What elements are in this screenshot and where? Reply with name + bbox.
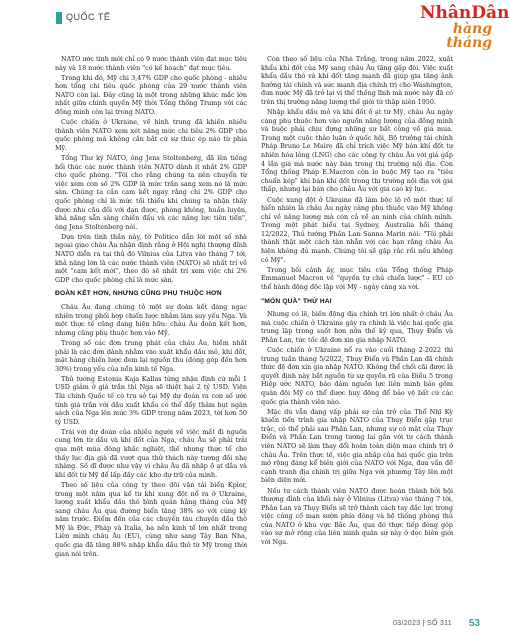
article-paragraph: Châu Âu đang chứng tỏ một sự đoàn kết đáng ngạc nhiên trong phối hợp chiến lược nhằm làm suy yếu Nga. Và một thực tế cũng đang hiện hữu: châu Âu đoàn kết hơn, nhưng cũng phụ thuộc hơn vào Mỹ. — [55, 303, 247, 337]
article-column-left — [55, 55, 247, 560]
article-paragraph: Nếu tư cách thành viên NATO được hoàn thành bởi hội thượng đỉnh của khối này ở Vilnius (Litva) vào tháng 7 tới, Phần Lan và Thụy Điển sẽ trở thành cách tay đắc lực trong việc củng cố mạn sườn phía đông và hệ thống phòng thủ của NATO ở khu vực Bắc Âu, qua đó thực tiếp đóng góp vào sự mở rộng của liên minh quân sự này ở dọc biên giới với Nga. — [261, 486, 453, 547]
section-heading: ĐOÀN KẾT HƠN, NHƯNG CŨNG PHỤ THUỘC HƠN — [55, 290, 222, 298]
article-paragraph: Thủ tướng Estonia Kaja Kallas từng nhận định cứ mỗi 1 USD giảm ở giá trần thì Nga sẽ thiệt hại 2 tỷ USD. Viện Tài chính Quốc tế có trụ sở tại Mỹ dự đoán ra con số ước tính giá trần với dầu xuất khẩu có thể đẩy thâm hụt ngân sách của Nga lên mức 3% GDP trong năm 2023, tới hơn 50 tỷ USD. — [55, 374, 247, 426]
article-paragraph: Dựa trên tình thần này, tờ Politico dẫn lời một số nhà ngoại giao châu Âu nhận định rằng ở Hội nghị thượng đỉnh NATO diễn ra tại thủ đô Vilnius của Litva vào tháng 7 tới, khả năng lớn là các nước thành viên (NATO) sẽ nhất trí về một "cam kết mới", theo đó sẽ nhất trí xem việc chi 2% GDP cho quốc phòng chỉ là mức sàn. — [55, 232, 247, 284]
page-footer — [0, 609, 500, 637]
newspaper-logo — [420, 3, 509, 51]
article-paragraph: Cuộc xung đột ở Ukraine đã làm bộc lộ rõ một thực tế hiển nhiên là châu Âu ngày càng phụ thuộc vào Mỹ không chỉ về năng lượng mà còn cả về an ninh của chính mình. Trong một phát biểu tại Sydney, Australia hồi tháng 12/2022, Thủ tướng Phần Lan Sanna Marin nói: "Tôi phải thành thật một cách tàn nhẫn với các bạn rằng châu Âu hiện không đủ mạnh. Chúng tôi sẽ gặp rắc rối nếu không có Mỹ". — [261, 195, 453, 264]
article-paragraph: Trong số các đơn trung phát của châu Âu, hiềm nhất phải là các đơn dành nhằm vào xuất khẩu dầu mỏ, khí đốt, mặt hàng chiến lược đem lại nguồn thu (đóng góp đến hơn 30%) trong yếu của nền kinh tế Nga. — [55, 338, 247, 373]
section-heading: "MÓN QUÀ" THỨ HAI — [261, 297, 332, 305]
issue-label: 03/2023 | SỐ 311 — [392, 620, 452, 627]
article-paragraph: Mặc dù vẫn đang vấp phải sự cản trở của Thổ Nhĩ Kỳ khiến tiến trình gia nhập NATO của Thụy Điển gặp trục trặc, có thể phải sau Phần Lan, nhưng sự có mặt của Thụy Điển và Phần Lan trong tương lai gần với tư cách thành viên NATO sẽ làm thay đổi hoàn toàn diện mạo chính trị ở châu Âu. Trên thực tế, việc gia nhập của hai quốc gia trên mở rộng đáng kể biên giới của NATO với Nga, đưa vấn đề cạnh tranh địa chính trị giữa Nga với phương Tây lên một biên diện mới. — [261, 407, 453, 485]
article-paragraph: Theo số liệu của công ty theo dõi vận tải biển Kpler, trong một năm qua kể từ khi xung đột nổ ra ở Ukraine, lượng xuất khẩu dầu thô bình quân hằng tháng của Mỹ sang châu Âu qua đường biển tăng 38% so với cùng kỳ năm trước. Điểm đến của các chuyến tàu chuyên dầu thô Mỹ là Đức, Pháp và Italia, ba nền kinh tế lớn nhất trong Liên minh châu Âu (EU), cùng như sang Tây Ban Nha, quốc gia đã tăng 88% nhập khẩu dầu thô từ Mỹ trong thời gian nói trên. — [55, 480, 247, 558]
article-paragraph: Nhập khẩu dầu mỏ và khí đốt ồ ạt từ Mỹ, châu Âu ngày càng phụ thuộc hơn vào nguồn năng lượng của đồng minh và buộc phải chịu đựng những sự bất công về giá mua. Trong một cuộc thảo luận ở quốc hội, Bộ trưởng tài chính Pháp Bruno Le Maire đã chỉ trích việc Mỹ bán khí đốt tự nhiên hóa lỏng (LNG) cho các công ty châu Âu với giá gấp 4 lần giá mà nước này bán trong thị trường nội địa. Còn Tổng thống Pháp E.Macron còn lo buộc Mỹ tạo ra "tiêu chuẩn kép" khi bán khí đốt trong thị trường nội địa với giá thấp, nhưng lại bán cho châu Âu với giá cao kỷ lục. — [261, 108, 453, 194]
article-paragraph: Còn theo số liệu của Nhà Trắng, trong năm 2022, xuất khẩu khí đốt của Mỹ sang châu Âu tăng gấp đôi. Việc xuất khẩu dầu thô và khí đốt tăng mạnh đã giúp gia tăng ảnh hưởng tài chính và sức mạnh địa chính trị cho Washington, đưa nước Mỹ đã trở lại vị thế thống lĩnh mà nước này đã có trên thị trường năng lượng thế giới từ thập niên 1950. — [261, 55, 453, 106]
article-paragraph: Cuộc chiến ở Ukraine, về hình trung đã khiến nhiều thành viên NATO xem xét nâng mức chi tiêu 2% GDP cho quốc phòng mà không cần bắt cứ sự thúc ép nào từ phía Mỹ. — [55, 118, 247, 152]
page-header — [0, 0, 509, 51]
article-paragraph: NATO ước tính mới chỉ có 9 nước thành viên đạt mục tiêu này và 18 nước thành viên "có kế hoạch" đạt mục tiêu. — [55, 55, 247, 72]
section-accent-bar — [56, 12, 62, 24]
article-paragraph: Tổng Thư ký NATO, ông Jens Stoltenberg, đã lên tiếng hối thúc các nước thành viên NATO dành ít nhất 2% GDP cho quốc phòng. "Tôi cho rằng chúng ta nên chuyển từ việc xem con số 2% GDP là mức trần sang xem nó là mức sàn. Chúng ta cần cam kết ngay rằng chi 2% GDP cho quốc phòng chỉ là mức tối thiểu khi chúng ta nhận thấy được nhu cầu đối với dạn được, phòng không, huấn luyện, khả năng sẵn sàng chiến đấu và các năng lực tiên tiến", ông Jens Stoltenberg nói. — [55, 154, 247, 231]
logo-subtitle: hàng tháng — [446, 21, 492, 51]
logo-title: NhânDân — [420, 3, 509, 23]
article-paragraph: Trong bối cảnh ấy, mục tiêu của Tổng thống Pháp Emmanuel Macron về "quyền tự chủ chiến lược" - EU có thể hành động độc lập với Mỹ - ngày càng xa vời. — [261, 265, 453, 291]
page-number: 53 — [468, 618, 480, 629]
article-paragraph: Trái với dự đoán của nhiều người về việc mất đi nguồn cung lớn từ dầu và khí đốt của Nga, châu Âu sẽ phải trải qua một mùa đông khắc nghiệt, thế nhưng thực tế cho thấy lục địa già đã vượt qua thử thách này tương đối nhẹ nhàng. Số dĩ được như vậy vì châu Âu đã nhập ồ ạt dầu và khí đốt từ Mỹ để lấp đầy các kho dự trữ của mình. — [55, 427, 247, 479]
article-paragraph: Nhưng có lẽ, biến động địa chính trị lớn nhất ở châu Âu mà cuộc chiến ở Ukraine gây ra chính là việc hai quốc gia trung lập trong suốt hơn nửa thế kỷ qua, Thụy Điển và Phần Lan, tức tốc đệ đơn xin gia nhập NATO. — [261, 310, 453, 344]
article-column-right — [261, 55, 453, 548]
article-paragraph: Cuộc chiến ở Ukraine nổ ra vào cuối tháng 2-2022 thì trung tuần tháng 5/2022, Thụy Điển và Phần Lan đã chính thức đệ đơn xin gia nhập NATO. Không thể chối cãi được là quyết định này bắt nguồn từ sự quyền rũ của Điều 5 trong Hiệp ước NATO, bảo đảm nguồn lực liên minh bảo gồm quân đội Mỹ có thể được huy động để bảo vệ bất cứ các quốc gia thành viên nào. — [261, 346, 453, 406]
section-label: QUỐC TẾ — [66, 12, 111, 22]
article-paragraph: Trong khi đó, Mỹ chi 3,47% GDP cho quốc phòng - nhiều hơn tổng chi tiêu quốc phòng của 29 nước thành viên NATO còn lại. Đây cũng là một trong những khúc mắc lớn nhất giữa chính quyền Mỹ thời Tổng thống Trump với các đồng minh còn lại trong NATO. — [55, 73, 247, 117]
